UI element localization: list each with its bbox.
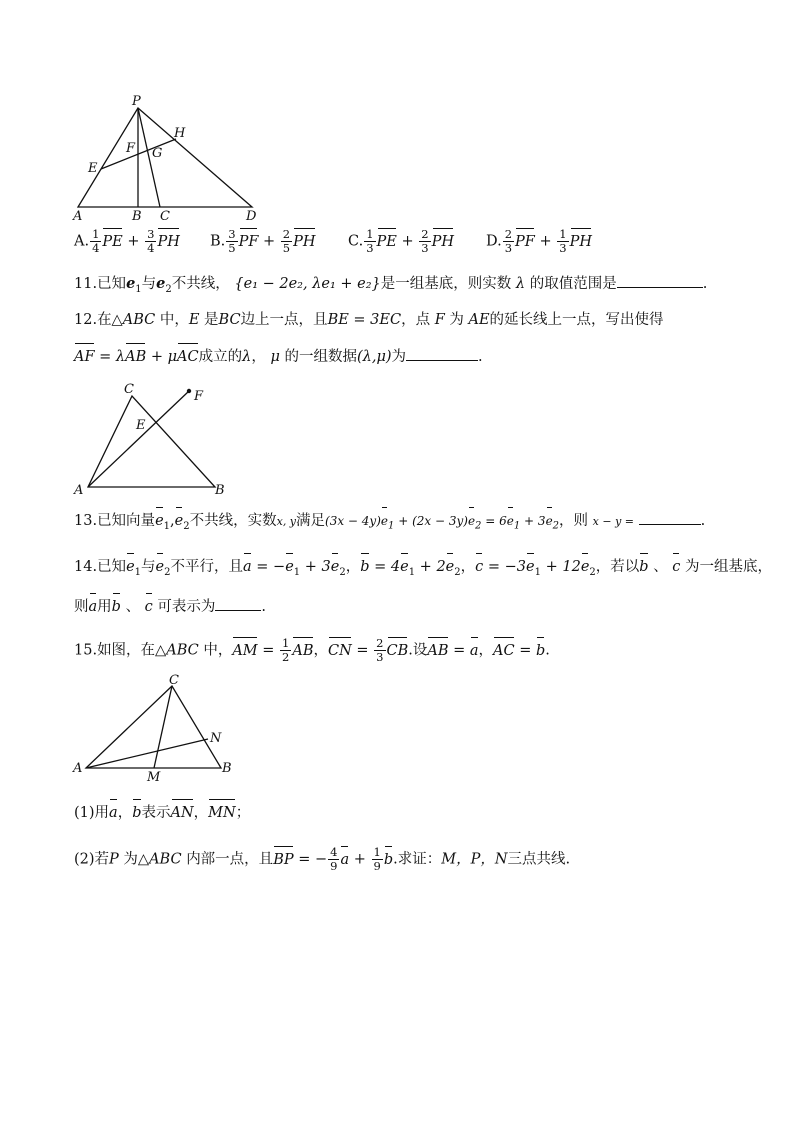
label-b: B [132,209,142,224]
question-15-part2: (2)若P 为△ABC 内部一点，且BP = − $\frac{4}{9}$ a + $\frac{1}{9}$ b.求证：M，P，N三点共线. [74,845,571,873]
question-14-line2: 则a用b 、 c 可表示为 . [74,596,266,618]
question-12-line2: AF = λAB + μAC成立的λ， μ 的一组数据(λ,μ)为 . [74,346,483,368]
question-13: 13.已知向量$e_1,e_2$不共线，实数x, y满足$(3x - 4y)e_1 + (2x - 3y)e_2 = 6e_1 + 3e_2$，则 x − y = . [74,510,705,538]
label-h: H [174,126,186,141]
point-f [187,389,191,393]
figure-triangle-abc-ef [70,380,240,502]
label-a: A [73,761,83,776]
figure-triangle-abc-mn [70,672,250,784]
segment-af [88,391,189,487]
vec-pf: PF [515,231,535,253]
option-c[interactable]: C. $\frac{1}{3}$ PE + $\frac{2}{3}$ PH [348,227,454,255]
label-b: B [222,761,232,776]
label-d: D [246,209,257,224]
vec-pe: PE [377,231,397,253]
label-c: C [169,673,179,688]
question-11: 11.已知$e_1$与$e_2$不共线， {e₁ − 2e₂, λe₁ + e₂}是一组基底，则实数 λ 的取值范围是 . [74,275,708,295]
label-g: G [152,146,163,161]
vec-pf: PF [239,231,259,253]
label-c: C [160,209,170,224]
answer-blank-14[interactable] [215,596,261,611]
triangle-abc [86,686,221,768]
question-12-line1: 12.在△ABC 中，E 是BC边上一点，且BE = 3EC，点 F 为 AE的延长线上一点，写出使得 [74,312,664,328]
triangle-abc [88,396,215,487]
label-a: A [73,209,83,224]
label-p: P [132,94,141,109]
vec-pe: PE [102,231,122,253]
basis-set: {e₁ − 2e₂, λe₁ + e₂} [234,276,381,292]
label-c: C [124,382,134,397]
question-15-part1: (1)用a，b表示AN，MN； [74,802,250,824]
label-m: M [147,770,161,785]
answer-blank-11[interactable] [617,273,703,288]
option-b[interactable]: B. $\frac{3}{5}$ PF + $\frac{2}{5}$ PH [210,227,316,255]
option-d[interactable]: D. $\frac{2}{3}$ PF + $\frac{1}{3}$ PH [486,227,592,255]
vec-ph: PH [570,231,592,253]
question-14-line1: 14.已知$e_1$与$e_2$不平行，且$a = -e_1 + 3e_2$，$b = 4e_1 + 2e_2$，$c = -3e_1 + 12e_2$，若以b 、 c 为一组基底， [74,556,772,584]
figure-triangle-pad [70,92,270,224]
vec-ph: PH [432,231,454,253]
label-e: E [88,161,98,176]
triangle-pad [78,108,252,207]
segment-an [86,739,208,768]
option-a[interactable]: A. $\frac{1}{4}$ PE + $\frac{3}{4}$ PH [74,227,180,255]
question-15: 15.如图，在△ABC 中，AM = $\frac{1}{2}$ AB，CN = $\frac{2}{3}$ CB.设AB = a，AC = b. [74,636,550,664]
label-b: B [215,483,225,498]
label-n: N [210,731,222,746]
answer-blank-12[interactable] [406,346,478,361]
vec-ph: PH [157,231,179,253]
answer-blank-13[interactable] [639,510,701,525]
label-a: A [74,483,84,498]
label-e: E [136,418,146,433]
label-f: F [126,141,136,156]
label-f: F [194,389,204,404]
vec-ph: PH [293,231,315,253]
segment-cm [154,686,172,768]
